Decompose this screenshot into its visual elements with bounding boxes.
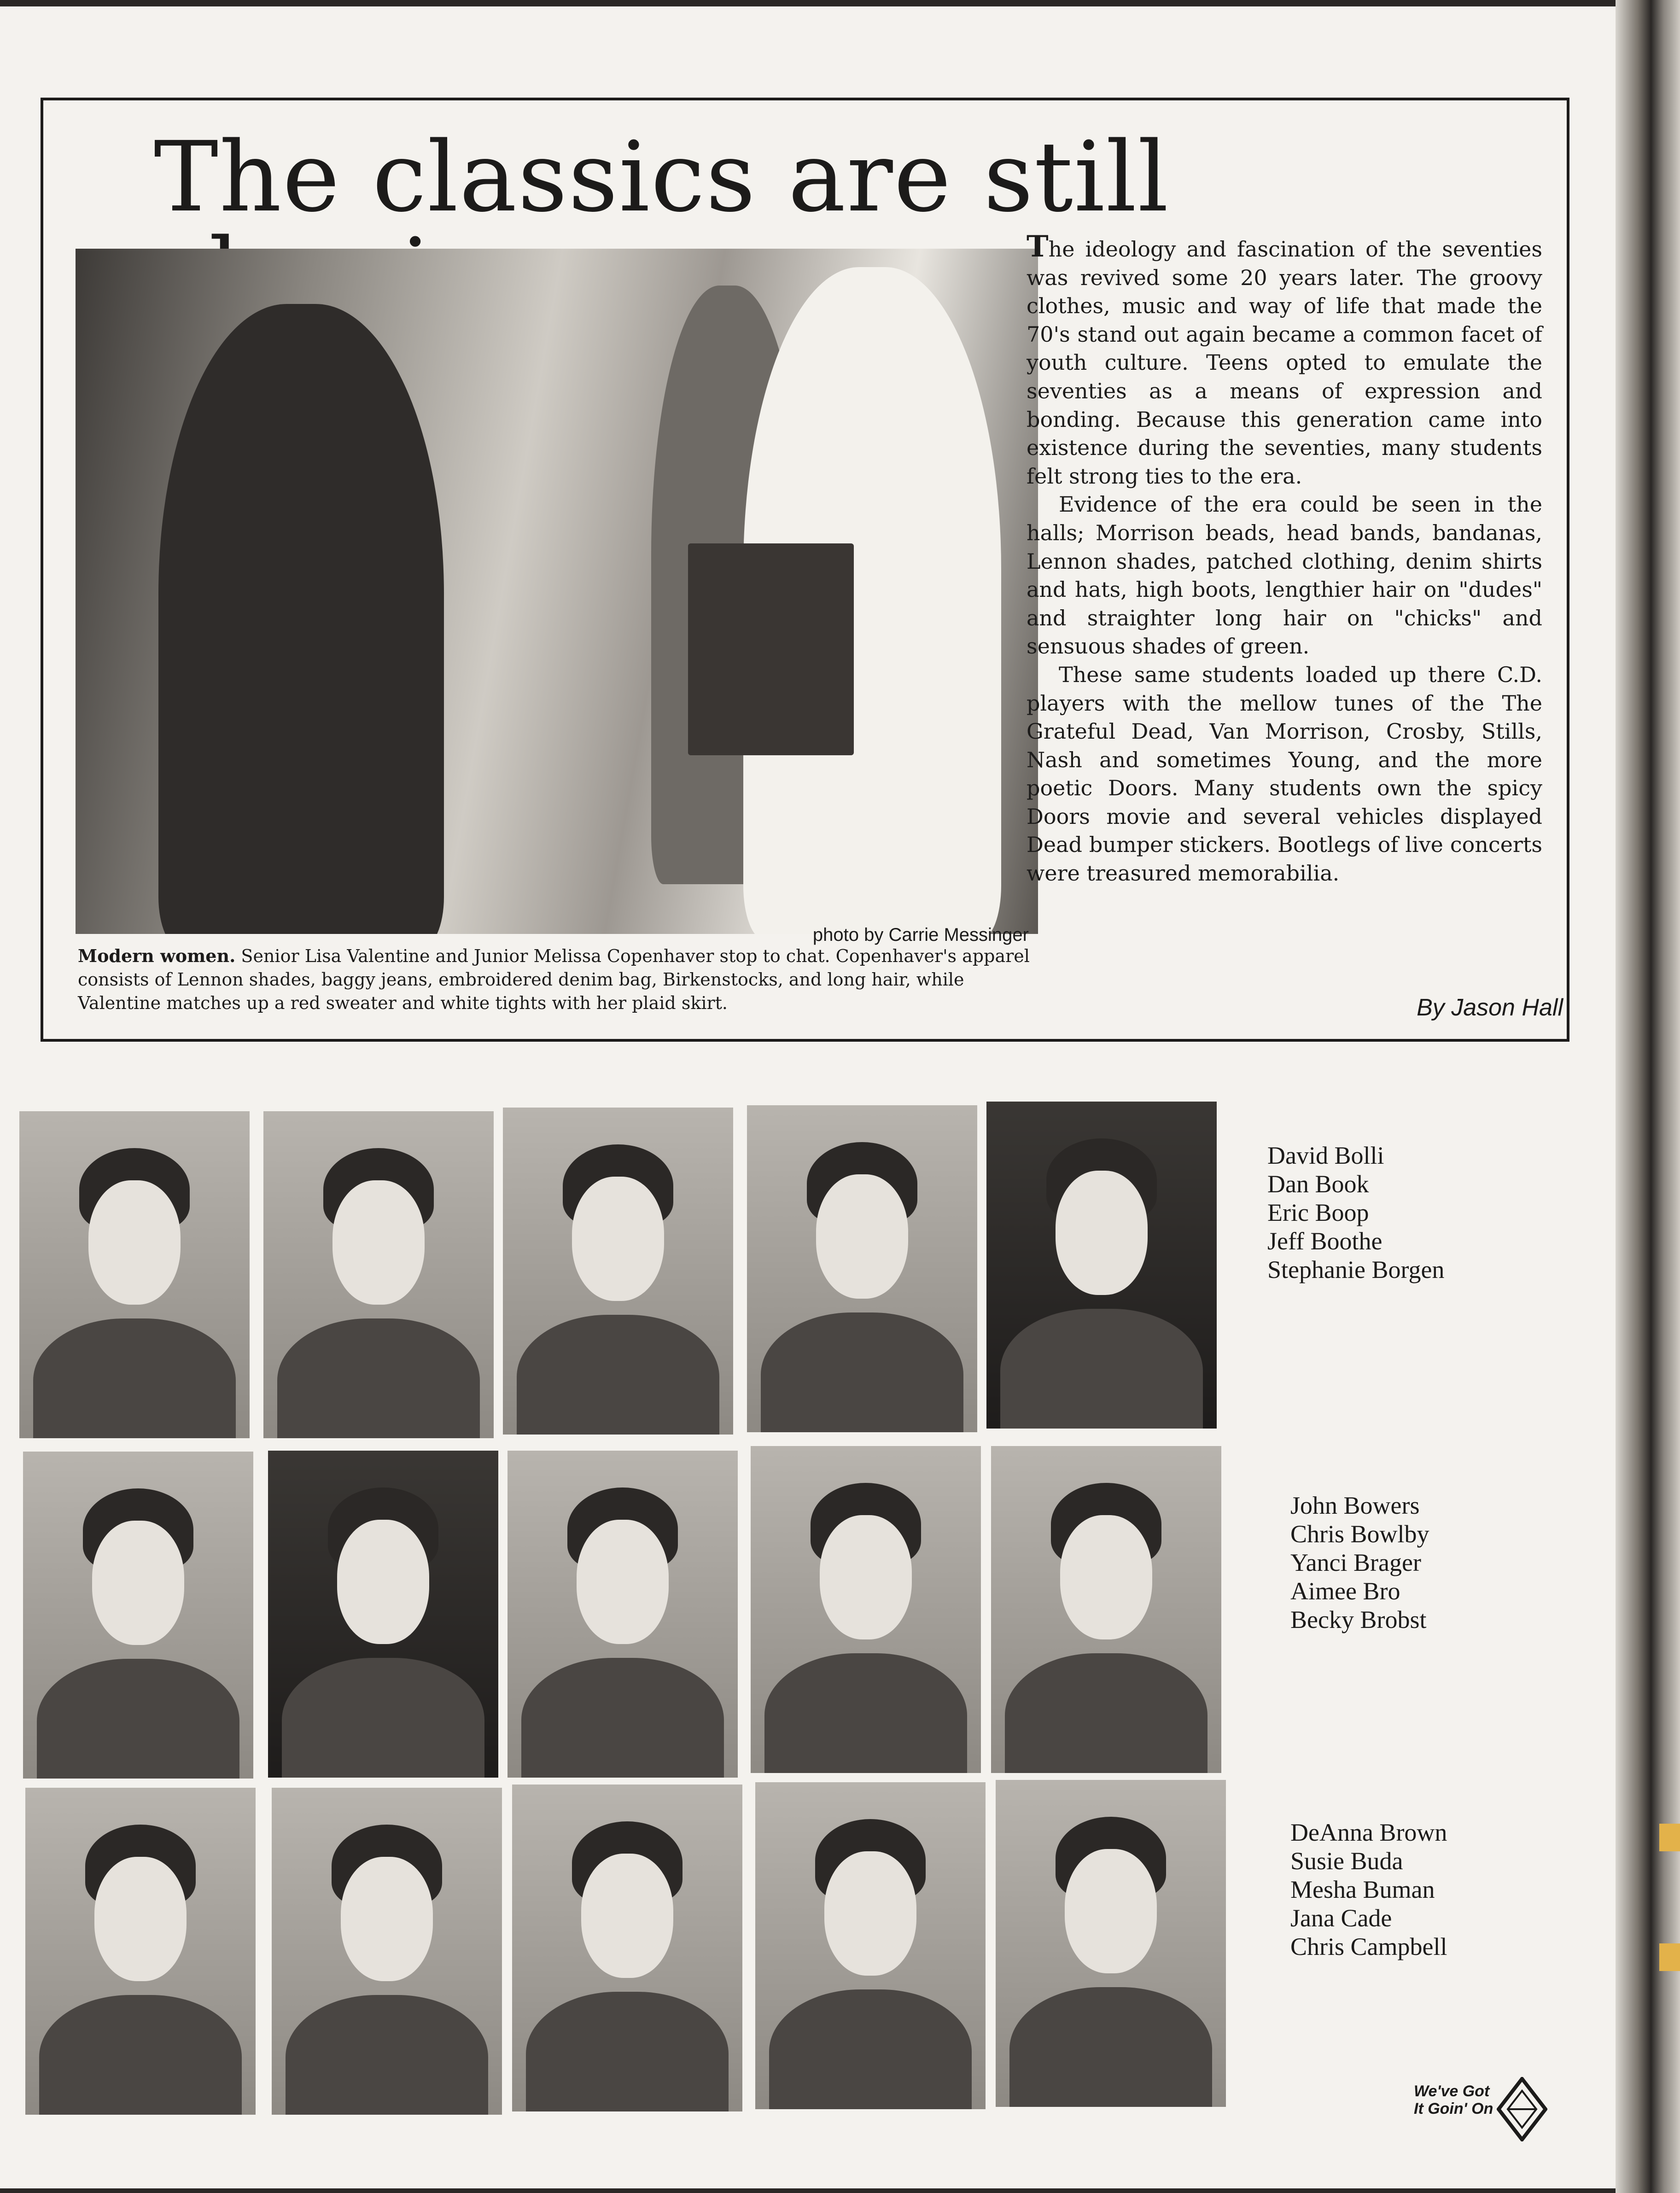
names-list-row-1 xyxy=(1267,1141,1567,1284)
student-name: Susie Buda xyxy=(1290,1847,1403,1875)
student-name: Eric Boop xyxy=(1267,1199,1369,1226)
slogan-line: We've Got xyxy=(1414,2082,1490,2100)
student-name: DeAnna Brown xyxy=(1290,1819,1447,1846)
drop-cap: T xyxy=(1027,229,1049,264)
photo-book xyxy=(688,543,854,755)
byline: By Jason Hall xyxy=(1417,994,1563,1021)
portrait-photo xyxy=(268,1451,498,1778)
student-name: Chris Campbell xyxy=(1290,1933,1447,1960)
student-name: David Bolli xyxy=(1267,1142,1384,1169)
article-paragraph: Evidence of the era could be seen in the halls; Morrison beads, head bands, bandanas, Lennon shades, patched clothing, denim shirts and hats, high boots, lengthier hair on "dudes" and straighter long hair on "chicks" and sensuous shades of green. xyxy=(1027,492,1542,659)
portrait-photo xyxy=(751,1446,981,1773)
student-name: Yanci Brager xyxy=(1290,1549,1421,1576)
portrait-photo xyxy=(747,1105,977,1432)
caption-lead: Modern women. xyxy=(78,945,236,966)
names-list-row-2 xyxy=(1290,1491,1590,1634)
portrait-photo xyxy=(503,1108,733,1435)
feature-article-box xyxy=(41,98,1569,1042)
page-title: The classics are still xyxy=(154,121,1170,233)
student-name: John Bowers xyxy=(1290,1492,1420,1519)
photo-credit: photo by Carrie Messinger xyxy=(812,925,1029,945)
portrait-photo xyxy=(991,1446,1221,1773)
feature-photo xyxy=(76,249,1038,934)
portrait-photo xyxy=(263,1111,494,1438)
portrait-photo xyxy=(755,1782,986,2109)
student-name: Chris Bowlby xyxy=(1290,1520,1429,1548)
student-name: Mesha Buman xyxy=(1290,1876,1435,1903)
diamond-logo-icon xyxy=(1497,2077,1547,2141)
portrait-photo xyxy=(19,1111,250,1438)
names-list-row-3 xyxy=(1290,1818,1590,1961)
student-name: Aimee Bro xyxy=(1290,1577,1400,1605)
portrait-photo xyxy=(25,1788,256,2115)
article-text: he ideology and fascination of the seventies was revived some 20 years later. The groovy clothes, music and way of life that made the 70's stand out again became a common facet of youth culture. Teens opted to emulate the seventies as a means of expression and bonding. Because this generation came into existence during the seventies, many students felt strong ties to the era. xyxy=(1027,237,1542,489)
slogan-line: It Goin' On xyxy=(1414,2100,1493,2117)
page-edge-top xyxy=(0,0,1680,6)
student-name: Dan Book xyxy=(1267,1170,1369,1198)
student-name: Becky Brobst xyxy=(1290,1606,1427,1633)
student-name: Jana Cade xyxy=(1290,1904,1392,1932)
article-paragraph xyxy=(1027,229,1542,490)
portrait-photo xyxy=(508,1451,738,1778)
article-body xyxy=(1027,229,1542,888)
photo-caption xyxy=(78,944,1045,1015)
portrait-photo xyxy=(512,1785,742,2111)
portrait-photo xyxy=(272,1788,502,2115)
photo-figure-left xyxy=(158,304,444,934)
article-paragraph: These same students loaded up there C.D. players with the mellow tunes of the The Grateful Dead, Van Morrison, Crosby, Stills, Nash and sometimes Young, and the more poetic Doors. Many students own the spicy Doors movie and several vehicles displayed Dead bumper stickers. Bootlegs of live concerts were treasured memorabilia. xyxy=(1027,662,1542,886)
edge-tab xyxy=(1659,1824,1680,1851)
caption-body: Senior Lisa Valentine and Junior Melissa Copenhaver stop to chat. Copenhaver's apparel consists of Lennon shades, baggy jeans, embroidered denim bag, Birkenstocks, and long hair, while Valentine matches up a red sweater and white tights with her plaid skirt. xyxy=(78,946,1030,1013)
slogan-text xyxy=(1414,2082,1497,2117)
student-name: Jeff Boothe xyxy=(1267,1227,1382,1255)
slogan-logo xyxy=(1414,2077,1543,2137)
portrait-photo xyxy=(23,1452,253,1779)
page-edge-bottom xyxy=(0,2188,1680,2193)
portrait-photo xyxy=(986,1102,1217,1429)
book-binding-edge xyxy=(1616,0,1680,2193)
edge-tab xyxy=(1659,1943,1680,1971)
portrait-photo xyxy=(996,1780,1226,2107)
student-name: Stephanie Borgen xyxy=(1267,1256,1445,1283)
